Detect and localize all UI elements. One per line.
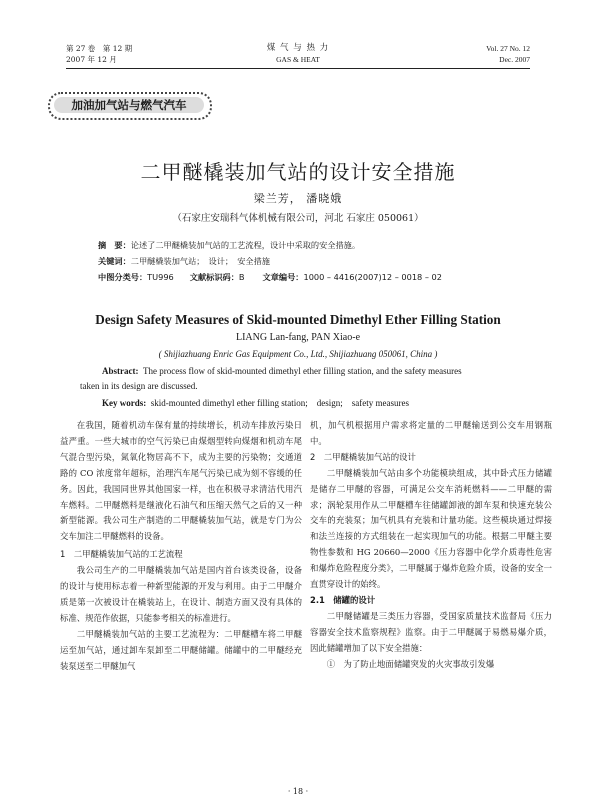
header-volume: 第 27 卷 第 12 期 — [66, 44, 133, 53]
english-keywords-label: Key words: — [102, 398, 147, 408]
english-keywords — [102, 396, 542, 409]
section-heading-2: 2 二甲醚橇装加气站的设计 — [310, 451, 416, 462]
clc-value: TU996 — [147, 272, 174, 282]
header-rule — [66, 68, 530, 69]
abstract-label: 摘 要： — [98, 240, 131, 250]
abstract-cn — [98, 238, 518, 253]
paragraph: 在我国，随着机动车保有量的持续增长，机动车排放污染日益严重。一些大城市的空气污染已由煤烟型转向煤烟和机动车尾气混合型污染，氮氧化物居高不下，成为主要的污染物；交通道路的 CO 浓度常年超标，治理汽车尾气污染已成为刻不容缓的任务。因此，我国同世界其他国家一样，也在积极寻求清洁代用汽车燃料。二甲醚燃料是继液化石油气和压缩天然气之后的又一种新型能源。我公司生产制造的二甲醚橇装加气站，就是专门为公交车加注二甲醚燃料的设备。 — [60, 420, 302, 542]
journal-name-en: GAS & HEAT — [276, 55, 320, 64]
abstract-text: 论述了二甲醚橇装加气站的工艺流程，设计中采取的安全措施。 — [130, 240, 361, 250]
article-authors: 梁兰芳， 潘晓娥 — [253, 192, 343, 205]
paragraph: 机，加气机根据用户需求将定量的二甲醚输送到公交车用钢瓶中。 — [310, 420, 552, 446]
english-abstract-line1: The process flow of skid-mounted dimethyl ether filling station, and the safety measures — [143, 366, 462, 376]
english-abstract-label: Abstract: — [102, 366, 139, 376]
body-right-column — [310, 418, 552, 673]
article-affiliation: （石家庄安瑞科气体机械有限公司，河北 石家庄 050061） — [172, 213, 424, 224]
paragraph: 二甲醚橇装加气站的主要工艺流程为：二甲醚槽车将二甲醚运至加气站，通过卸车泵卸至二甲醚储罐。储罐中的二甲醚经充装泵送至二甲醚加气 — [60, 628, 302, 671]
body-left-column — [60, 418, 302, 675]
section-heading-1: 1 二甲醚橇装加气站的工艺流程 — [60, 549, 183, 560]
english-abstract-line2: taken in its design are discussed. — [80, 381, 198, 391]
journal-name: 煤 气 与 热 力 — [266, 43, 330, 53]
keywords-cn — [98, 254, 518, 269]
paragraph: ① 为了防止地面储罐突发的火灾事故引发爆 — [326, 658, 495, 669]
clc-label: 中图分类号： — [98, 272, 148, 282]
classification-line — [98, 270, 538, 285]
page-number: · 18 · — [287, 787, 309, 796]
article-no-value: 1000 – 4416(2007)12 – 0018 – 02 — [303, 272, 442, 282]
keywords-label: 关键词： — [98, 256, 131, 266]
paragraph: 我公司生产的二甲醚橇装加气站是国内首台该类设备，设备的设计与使用标志着一种新型能源的开发与利用。由于二甲醚介质是第一次被设计在橇装站上，在设计、制造方面又没有具体的标准、规范作依据，只能参考相关的标准进行。 — [60, 565, 302, 623]
english-abstract — [80, 364, 540, 394]
header-date: 2007 年 12 月 — [66, 55, 117, 64]
header-date-en: Dec. 2007 — [499, 55, 530, 64]
section-badge-label: 加油加气站与燃气汽车 — [54, 97, 204, 113]
doc-code-value: B — [238, 272, 245, 282]
english-affiliation: ( Shijiazhuang Enric Gas Equipment Co., Ltd., Shijiazhuang 050061, China ) — [158, 349, 438, 359]
section-badge — [48, 92, 212, 120]
keywords-text: 二甲醚橇装加气站； 设计； 安全措施 — [130, 256, 270, 266]
paragraph: 二甲醚橇装加气站由多个功能模块组成，其中卧式压力储罐是储存二甲醚的容器，可满足公交车消耗燃料——二甲醚的需求；涡轮泵用作从二甲醚槽车往储罐卸液的卸车泵和快速充装公交车的充装泵；加气机具有充装和计量功能。这些模块通过焊接和法兰连接的方式组装在一起实现加气的功能。根据二甲醚主要物性参数和 HG 20660—2000《压力容器中化学介质毒性危害和爆炸危险程度分类》，二甲醚属于爆炸危险介质，设备的安全一直贯穿设计的始终。 — [310, 467, 552, 590]
paragraph: 二甲醚储罐是三类压力容器，受国家质量技术监督局《压力容器安全技术监察规程》监察。由于二甲醚属于易燃易爆介质，因此储罐增加了以下安全措施： — [310, 610, 552, 653]
english-title: Design Safety Measures of Skid-mounted Dimethyl Ether Filling Station — [95, 312, 501, 327]
article-no-label: 文章编号： — [262, 272, 304, 282]
header-volume-en: Vol. 27 No. 12 — [486, 44, 530, 53]
english-authors: LIANG Lan-fang, PAN Xiao-e — [235, 332, 361, 343]
subsection-heading-2-1: 2.1 储罐的设计 — [310, 594, 376, 605]
english-keywords-text: skid-mounted dimethyl ether filling station; design; safety measures — [150, 398, 409, 408]
article-title: 二甲醚橇装加气站的设计安全措施 — [140, 160, 456, 184]
doc-code-label: 文献标识码： — [189, 272, 239, 282]
